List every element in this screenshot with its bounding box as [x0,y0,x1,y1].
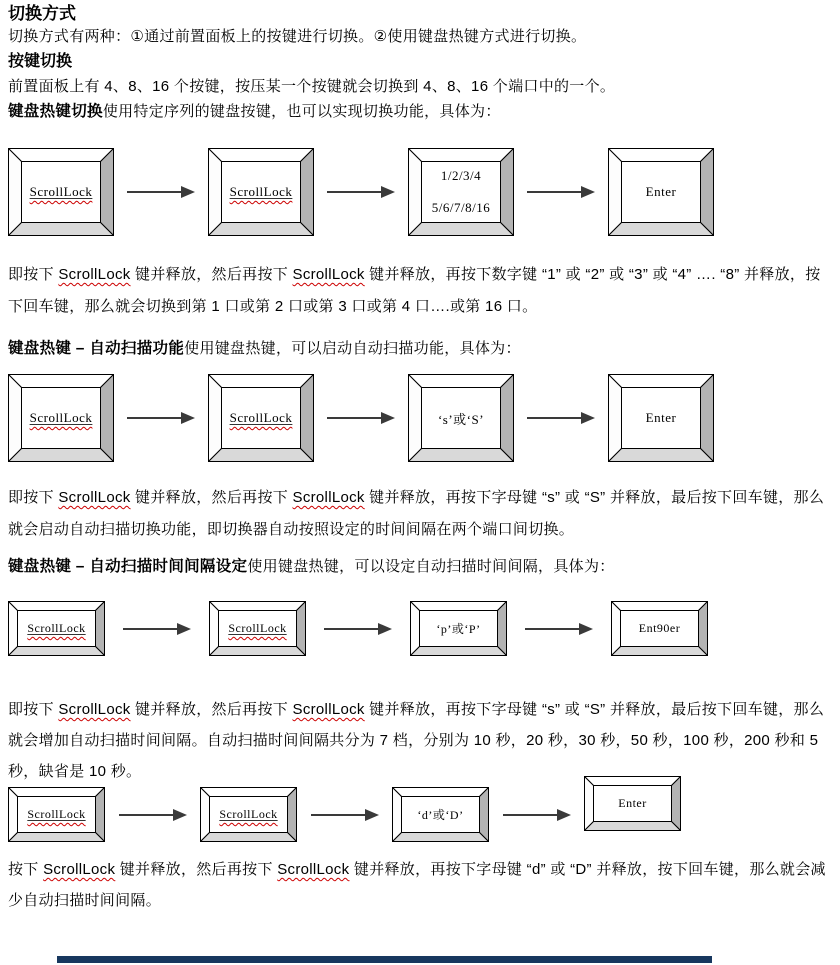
key-label-text: ScrollLock [228,621,287,635]
key-label [27,621,85,636]
enter-key [611,601,708,656]
key-label [230,410,293,426]
key-face [403,798,478,831]
scrolllock-word: ScrollLock [292,266,365,283]
arrow-zone [314,186,408,198]
arrow-zone [514,186,608,198]
arrow-right-icon [123,623,191,635]
button-switch-paragraph [8,75,830,99]
body-text: 键并释放，再按下字母键 “s” 或 “S” 并释放，最后按下回车键，那么就会增加自动扫描时间间隔。自动扫描时间间隔共分为 7 档，分别为 10 秒，20 秒，30 秒，50 秒，100 秒，200 秒和 5 秒，缺省是 10 秒。 [8,701,825,780]
button-switch-heading: 按键切换 [8,53,73,70]
key-face [595,787,670,820]
key-face [623,389,699,447]
scrolllock-word: ScrollLock [58,489,131,506]
arrow-zone [297,809,392,821]
scrolllock-key [209,601,306,656]
arrow-right-icon [525,623,593,635]
key-label-text: ScrollLock [27,807,86,821]
arrow-zone [114,412,208,424]
hotkey-sequence-row-switch [8,148,830,236]
body-text: 键并释放，然后再按下 [115,861,278,878]
hotkey-sequence-row-interval-increase [8,601,830,656]
hotkey-switch-lead [8,99,830,125]
key-label-text: ScrollLock [229,410,293,425]
key-face [19,798,94,831]
scrolllock-word: ScrollLock [58,266,131,283]
arrow-zone [507,623,611,635]
key-label: ‘d’或‘D’ [417,808,464,822]
body-text: 即按下 [8,266,59,283]
d-key [392,787,489,842]
scrolllock-key [8,374,114,462]
key-face [211,798,286,831]
key-label [30,410,93,426]
scrolllock-word: ScrollLock [43,861,116,878]
intro-paragraph [8,25,830,49]
scrolllock-key [8,148,114,236]
interval-lead [8,554,830,580]
arrow-zone [105,809,200,821]
s-key [408,374,514,462]
scrolllock-key [208,148,314,236]
arrow-zone [314,412,408,424]
scrolllock-key [8,601,105,656]
scrolllock-word: ScrollLock [292,701,365,718]
hotkey-sequence-row-interval-decrease [8,787,830,842]
key-label [228,621,286,636]
scrolllock-key [8,787,105,842]
key-face [223,163,299,221]
autoscan-lead [8,336,830,362]
key-face [19,612,94,645]
key-face [423,389,499,447]
key-label [30,184,93,200]
arrow-right-icon [311,809,379,821]
body-text: 按下 [8,861,44,878]
scrolllock-word: ScrollLock [58,701,131,718]
key-label: ‘s’或‘S’ [437,411,485,427]
arrow-right-icon [127,186,195,198]
key-label: 5/6/7/8/16 [431,200,491,215]
scrolllock-key [200,787,297,842]
page-title: 切换方式 [8,4,76,23]
body-text: 键并释放，再按下字母键 “s” 或 “S” 并释放，最后按下回车键，那么就会启动自动扫描切换功能，即切换器自动按照设定的时间间隔在两个端口间切换。 [8,489,825,538]
body-text: 前置面板上有 4、8、16 个按键，按压某一个按键就会切换到 4、8、16 个端口中的一个。 [8,78,616,95]
body-text: 键并释放，然后再按下 [130,266,293,283]
arrow-zone [514,412,608,424]
arrow-zone [306,623,410,635]
key-label: Enter [618,796,647,810]
key-label: Ent90er [638,621,681,635]
arrow-zone [114,186,208,198]
enter-key [584,776,681,831]
lead-bold-text: 键盘热键 – 自动扫描时间间隔设定 [8,558,248,575]
number-keys [408,148,514,236]
scrolllock-word: ScrollLock [292,489,365,506]
decrease-description [8,854,830,916]
arrow-right-icon [119,809,187,821]
hotkey-switch-description [8,259,830,323]
arrow-right-icon [327,186,395,198]
body-text: 键并释放，然后再按下 [130,701,293,718]
lead-bold-text: 键盘热键切换 [8,103,103,120]
key-face [421,612,496,645]
key-label [27,807,85,822]
key-label-text: ScrollLock [229,184,293,199]
key-label: ‘p’或‘P’ [436,622,481,636]
key-label-text: ScrollLock [29,184,93,199]
scrolllock-word: ScrollLock [277,861,350,878]
key-face [623,163,699,221]
enter-key [608,374,714,462]
key-label [219,807,277,822]
body-text: 键并释放，再按下数字键 “1” 或 “2” 或 “3” 或 “4” …. “8” 并释放，按下回车键，那么就会切换到第 1 口或第 2 口或第 3 口或第 4 口….或第 16 口。 [8,266,821,315]
footer-accent-bar [57,956,712,963]
arrow-right-icon [327,412,395,424]
scrolllock-key [208,374,314,462]
body-text: 切换方式有两种：①通过前置面板上的按键进行切换。②使用键盘热键方式进行切换。 [8,28,587,45]
lead-bold-text: 键盘热键 – 自动扫描功能 [8,340,185,357]
arrow-zone [105,623,209,635]
arrow-right-icon [503,809,571,821]
body-text: 使用键盘热键，可以启动自动扫描功能，具体为： [184,340,521,357]
body-text: 键并释放，然后再按下 [130,489,293,506]
autoscan-description [8,482,830,546]
body-text: 使用键盘热键，可以设定自动扫描时间间隔，具体为： [247,558,615,575]
body-text: 使用特定序列的键盘按键，也可以实现切换功能，具体为： [102,103,501,120]
key-face [23,163,99,221]
key-label: 1/2/3/4 [440,168,482,183]
body-text: 即按下 [8,701,59,718]
key-face [23,389,99,447]
body-text: 即按下 [8,489,59,506]
key-face [223,389,299,447]
key-label: Enter [645,410,677,425]
key-face [220,612,295,645]
interval-description [8,694,830,787]
arrow-right-icon [324,623,392,635]
key-label-text: ScrollLock [219,807,278,821]
key-label [230,184,293,200]
key-face [423,163,499,221]
key-label-text: ScrollLock [29,410,93,425]
key-label-text: ScrollLock [27,621,86,635]
body-text: 键并释放，再按下字母键 “d” 或 “D” 并释放，按下回车键，那么就会减少自动扫描时间间隔。 [8,861,826,909]
arrow-right-icon [527,412,595,424]
arrow-right-icon [527,186,595,198]
arrow-zone [489,809,584,821]
hotkey-sequence-row-autoscan [8,374,830,462]
enter-key [608,148,714,236]
p-key [410,601,507,656]
arrow-right-icon [127,412,195,424]
key-face [622,612,697,645]
key-label: Enter [645,184,677,199]
